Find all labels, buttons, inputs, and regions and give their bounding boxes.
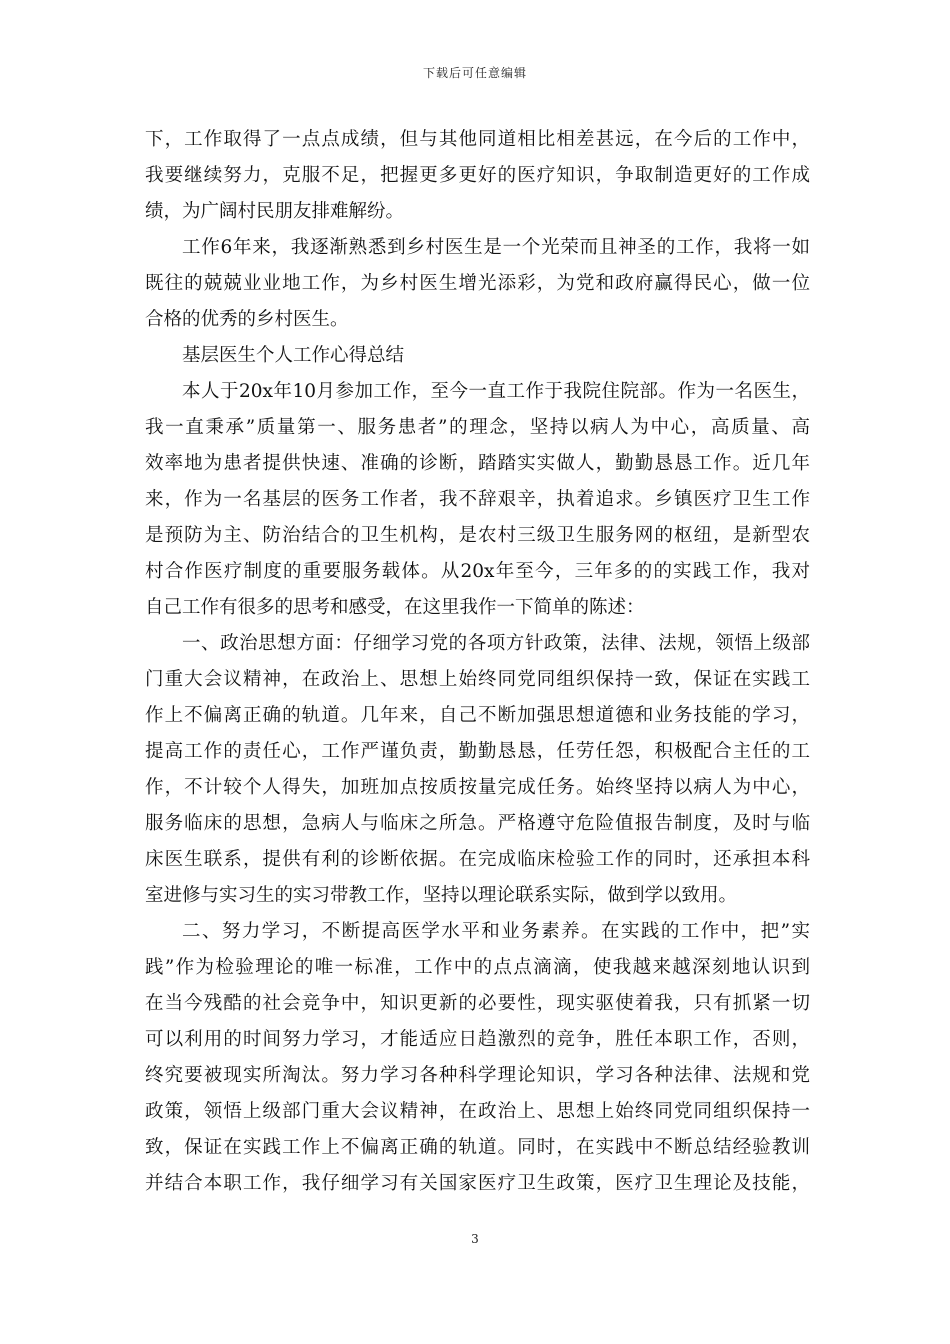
text-line: 是预防为主、防治结合的卫生机构，是农村三级卫生服务网的枢纽，是新型农 (145, 525, 810, 546)
text-line: 作上不偏离正确的轨道。几年来，自己不断加强思想道德和业务技能的学习， (145, 705, 810, 726)
text-line: 门重大会议精神，在政治上、思想上始终同党同组织保持一致，保证在实践工 (145, 669, 810, 690)
text-line: 在当今残酷的社会竞争中，知识更新的必要性，现实驱使着我，只有抓紧一切 (145, 993, 810, 1014)
paragraph (145, 374, 810, 626)
text-line: 村合作医疗制度的重要服务载体。从20x年至今，三年多的的实践工作，我对 (145, 561, 810, 582)
text-line: 我一直秉承”质量第一、服务患者”的理念，坚持以病人为中心，高质量、高 (145, 417, 810, 438)
text-line: 二、努力学习，不断提高医学水平和业务素养。在实践的工作中，把”实 (182, 921, 810, 942)
text-line: 绩，为广阔村民朋友排难解纷。 (145, 201, 405, 222)
page-number: 3 (471, 1232, 479, 1246)
paragraph (145, 230, 810, 338)
paragraph (145, 914, 810, 1202)
document-body (145, 122, 810, 1202)
text-line: 一、政治思想方面：仔细学习党的各项方针政策，法律、法规，领悟上级部 (182, 633, 810, 654)
text-line: 工作6年来，我逐渐熟悉到乡村医生是一个光荣而且神圣的工作，我将一如 (182, 237, 810, 258)
text-line: 可以利用的时间努力学习，才能适应日趋激烈的竞争，胜任本职工作，否则， (145, 1029, 810, 1050)
paragraph (145, 122, 810, 230)
page-header: 下载后可任意编辑 (422, 66, 527, 80)
text-line: 来，作为一名基层的医务工作者，我不辞艰辛，执着追求。乡镇医疗卫生工作 (145, 489, 810, 510)
text-line: 政策，领悟上级部门重大会议精神，在政治上、思想上始终同党同组织保持一 (145, 1101, 810, 1122)
text-line: 并结合本职工作，我仔细学习有关国家医疗卫生政策，医疗卫生理论及技能， (145, 1173, 810, 1194)
paragraph (145, 626, 810, 914)
text-line: 致，保证在实践工作上不偏离正确的轨道。同时，在实践中不断总结经验教训 (145, 1137, 810, 1158)
text-line: 自己工作有很多的思考和感受，在这里我作一下简单的陈述： (145, 597, 645, 618)
text-line: 本人于20x年10月参加工作，至今一直工作于我院住院部。作为一名医生， (182, 381, 810, 402)
text-line: 终究要被现实所淘汰。努力学习各种科学理论知识，学习各种法律、法规和党 (145, 1065, 810, 1086)
section-heading (145, 338, 810, 374)
text-line: 床医生联系，提供有利的诊断依据。在完成临床检验工作的同时，还承担本科 (145, 849, 810, 870)
text-line: 作，不计较个人得失，加班加点按质按量完成任务。始终坚持以病人为中心， (145, 777, 810, 798)
text-line: 既往的兢兢业业地工作，为乡村医生增光添彩，为党和政府赢得民心，做一位 (145, 273, 810, 294)
text-line: 室进修与实习生的实习带教工作，坚持以理论联系实际，做到学以致用。 (145, 885, 738, 906)
text-line: 服务临床的思想，急病人与临床之所急。严格遵守危险值报告制度，及时与临 (145, 813, 810, 834)
text-line: 践”作为检验理论的唯一标准，工作中的点点滴滴，使我越来越深刻地认识到 (145, 957, 810, 978)
heading-line: 基层医生个人工作心得总结 (182, 345, 405, 366)
text-line: 效率地为患者提供快速、准确的诊断，踏踏实实做人，勤勤恳恳工作。近几年 (145, 453, 810, 474)
text-line: 我要继续努力，克服不足，把握更多更好的医疗知识，争取制造更好的工作成 (145, 165, 810, 186)
text-line: 提高工作的责任心，工作严谨负责，勤勤恳恳，任劳任怨，积极配合主任的工 (145, 741, 810, 762)
text-line: 下，工作取得了一点点成绩，但与其他同道相比相差甚远，在今后的工作中， (145, 129, 810, 150)
text-line: 合格的优秀的乡村医生。 (145, 309, 349, 330)
